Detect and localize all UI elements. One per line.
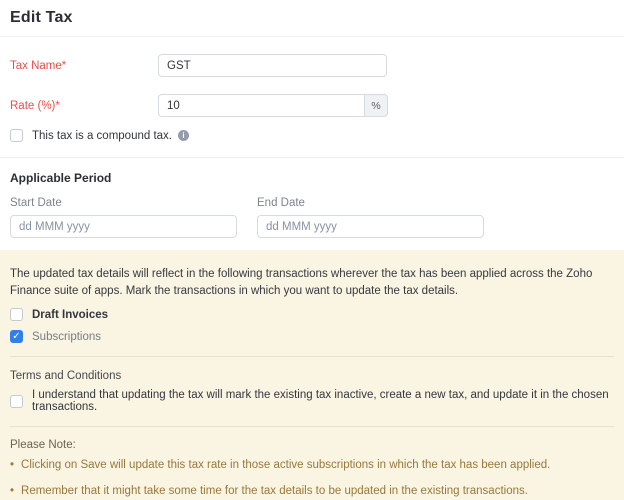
compound-tax-row	[10, 129, 614, 142]
tax-name-input[interactable]	[158, 54, 387, 77]
note-list	[10, 457, 614, 499]
draft-invoices-label: Draft Invoices	[32, 308, 109, 321]
compound-tax-label: This tax is a compound tax.	[32, 129, 172, 142]
tax-form	[0, 37, 624, 142]
info-icon[interactable]: i	[178, 130, 189, 141]
terms-agree-checkbox[interactable]	[10, 395, 23, 408]
applicable-period-heading: Applicable Period	[10, 171, 112, 185]
terms-agree-label: I understand that updating the tax will mark the existing tax inactive, create a new tax, and update it in the chosen transactions.	[32, 389, 609, 414]
end-date-field	[257, 197, 484, 238]
subscriptions-label: Subscriptions	[32, 330, 102, 343]
note-item-text: Clicking on Save will update this tax rate in those active subscriptions in which the tax has been applied.	[21, 459, 551, 472]
end-date-input[interactable]	[257, 215, 484, 238]
start-date-input[interactable]	[10, 215, 237, 238]
compound-tax-checkbox[interactable]	[10, 129, 23, 142]
rate-input[interactable]	[158, 94, 364, 117]
draft-invoices-row	[10, 308, 614, 321]
rate-label: Rate (%)*	[10, 99, 60, 112]
applicable-period-divider	[0, 157, 624, 158]
subscriptions-checkbox[interactable]: ✓	[10, 330, 23, 343]
tax-name-label: Tax Name*	[10, 59, 67, 72]
start-date-label: Start Date	[10, 197, 62, 209]
terms-bottom-divider	[10, 426, 614, 427]
start-date-field	[10, 197, 237, 238]
please-note-heading: Please Note:	[10, 439, 76, 452]
terms-top-divider	[10, 356, 614, 357]
update-transactions-panel	[0, 250, 624, 500]
percent-addon: %	[364, 94, 388, 117]
page-header	[0, 0, 624, 36]
rate-input-group	[158, 94, 388, 117]
terms-agree-row	[10, 389, 614, 413]
note-item-text: Remember that it might take some time for the tax details to be updated in the existing transactions.	[21, 485, 528, 498]
end-date-label: End Date	[257, 197, 305, 209]
date-fields	[0, 197, 624, 238]
terms-heading: Terms and Conditions	[10, 370, 122, 383]
subscriptions-row	[10, 330, 614, 343]
panel-description: The updated tax details will reflect in the following transactions wherever the tax has been applied across the Zoho Finance suite of apps. Mark the transactions in which you want to update the tax details.	[10, 268, 593, 297]
bullet-icon: •	[10, 485, 15, 498]
bullet-icon: •	[10, 459, 15, 472]
page-title: Edit Tax	[10, 9, 73, 26]
note-item	[10, 457, 614, 473]
tax-name-row	[10, 54, 614, 77]
draft-invoices-checkbox[interactable]	[10, 308, 23, 321]
rate-row	[10, 94, 614, 117]
note-item	[10, 483, 614, 499]
